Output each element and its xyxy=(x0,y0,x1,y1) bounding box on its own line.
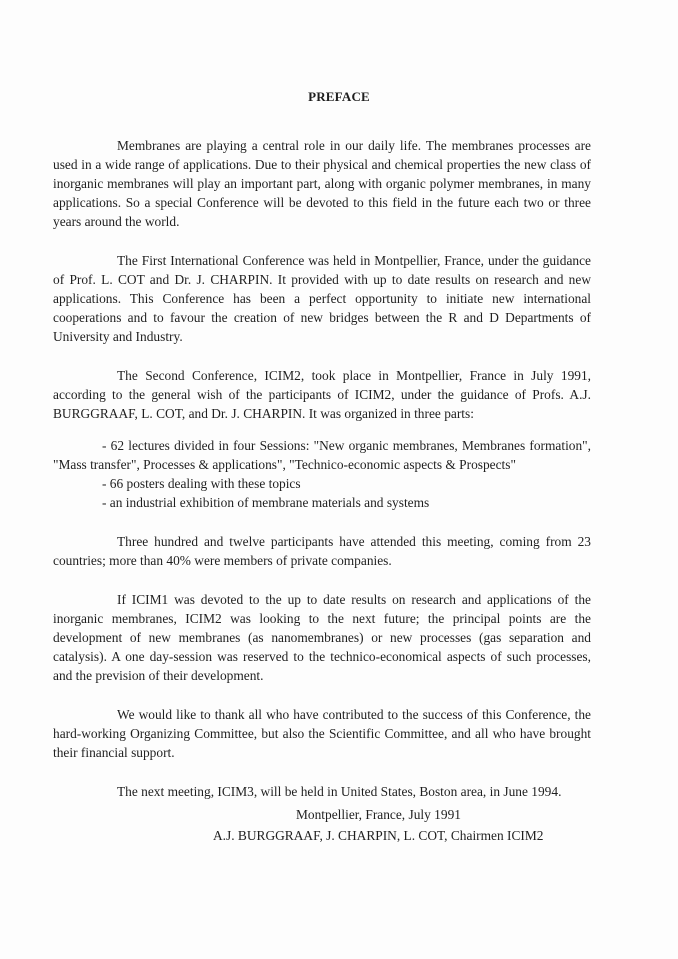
paragraph-second-conference: The Second Conference, ICIM2, took place in Montpellier, France in July 1991, according to the general wish of the participants of ICIM2, under the guidance of Profs. A.J. BURGGRAAF, L. COT, and Dr. J. CHARPIN. It was organized in three parts: xyxy=(53,368,591,421)
paragraph-first-conference: The First International Conference was held in Montpellier, France, under the guidance of Prof. L. COT and Dr. J. CHARPIN. It provided with up to date results on research and new applications. This Conference has been a perfect opportunity to initiate new international cooperations and to favour the creation of new bridges between the R and D Departments of University and Industry. xyxy=(53,253,591,344)
list-item: - an industrial exhibition of membrane materials and systems xyxy=(102,495,430,510)
paragraph-next-meeting: The next meeting, ICIM3, will be held in United States, Boston area, in June 1994. xyxy=(117,784,562,799)
signature-place-date: Montpellier, France, July 1991 xyxy=(296,807,461,822)
signature-block xyxy=(213,804,613,846)
signature-authors: A.J. BURGGRAAF, J. CHARPIN, L. COT, Chairmen ICIM2 xyxy=(213,828,544,843)
preface-body xyxy=(53,136,591,801)
page-title: PREFACE xyxy=(308,89,370,104)
paragraph-intro: Membranes are playing a central role in our daily life. The membranes processes are used in a wide range of applications. Due to their physical and chemical properties the new class of inorganic membranes will play an important part, along with organic polymer membranes, in many applications. So a special Conference will be devoted to this field in the future each two or three years around the world. xyxy=(53,138,591,229)
list-item: - 66 posters dealing with these topics xyxy=(102,476,301,491)
paragraph-acknowledgements: We would like to thank all who have contributed to the success of this Conference, the hard-working Organizing Committee, but also the Scientific Committee, and all who have brought their financial support. xyxy=(53,707,591,760)
paragraph-icim-comparison: If ICIM1 was devoted to the up to date results on research and applications of the inorganic membranes, ICIM2 was looking to the next future; the principal points are the development of new membranes (as nanomembranes) or new processes (gas separation and catalysis). A one day-session was reserved to the technico-economical aspects of such processes, and the prevision of their development. xyxy=(53,592,591,683)
paragraph-participants: Three hundred and twelve participants have attended this meeting, coming from 23 countries; more than 40% were members of private companies. xyxy=(53,534,591,568)
conference-parts-list xyxy=(53,436,591,512)
list-item: - 62 lectures divided in four Sessions: "New organic membranes, Membranes formation", "Mass transfer", Processes & applications", "Technico-economic aspects & Prospects" xyxy=(53,438,591,472)
